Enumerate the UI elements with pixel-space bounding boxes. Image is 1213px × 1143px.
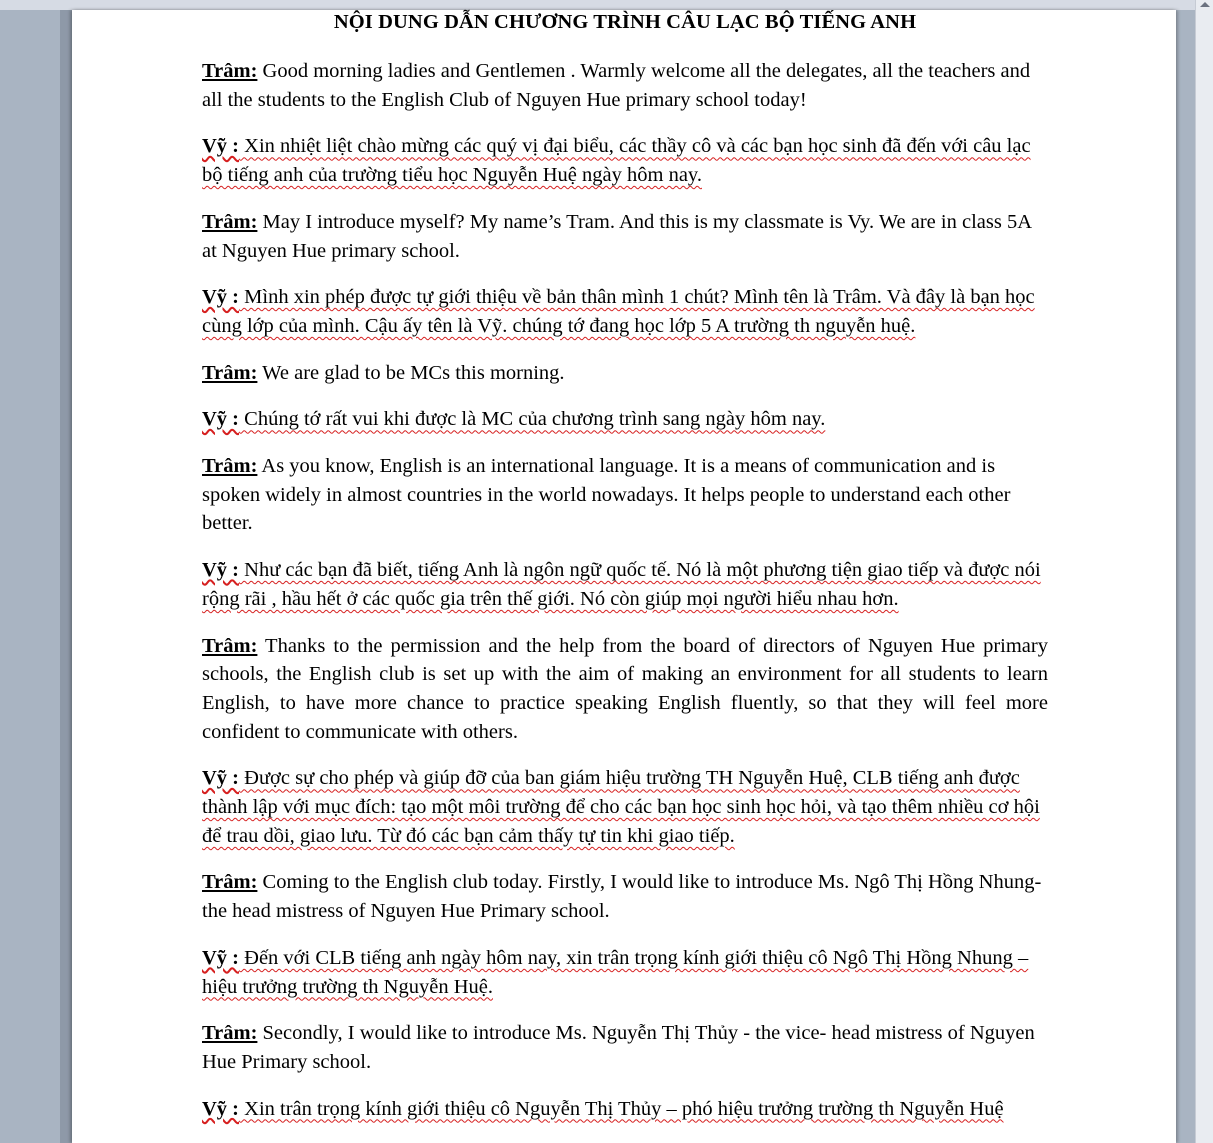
paragraph-text: Good morning ladies and Gentlemen . Warmly welcome all the delegates, all the teachers and all the students to the English Club of Nguyen Hue primary school today!	[202, 60, 1031, 111]
paragraph-text: We are glad to be MCs this morning.	[257, 361, 565, 384]
paragraph-vy[interactable]	[202, 405, 1048, 434]
paragraph-tram[interactable]	[202, 632, 1048, 747]
page-margin-shadow	[60, 10, 72, 1143]
paragraph-tram[interactable]	[202, 452, 1048, 538]
paragraph-vy[interactable]	[202, 1095, 1048, 1124]
vertical-scrollbar[interactable]	[1195, 0, 1213, 1143]
paragraph-text: May I introduce myself? My name’s Tram. And this is my classmate is Vy. We are in class 5A at Nguyen Hue primary school.	[202, 210, 1031, 262]
paragraph-text: Đến với CLB tiếng anh ngày hôm nay, xin trân trọng kính giới thiệu cô Ngô Thị Hồng Nhung – hiệu trưởng trường th Nguyễn Huệ.	[202, 946, 1029, 998]
speaker-label: Trâm:	[202, 634, 258, 657]
paragraph-text: Thanks to the permission and the help from the board of directors of Nguyen Hue primary schools, the English club is set up with the aim of making an environment for all students to learn English, to have more chance to practice speaking English fluently, so that they will feel more confident to communicate with others.	[202, 634, 1048, 743]
speaker-label: Vỹ :	[202, 408, 240, 431]
paragraph-text: Xin trân trọng kính giới thiệu cô Nguyễn Thị Thủy – phó hiệu trưởng trường th Nguyễn Huệ	[239, 1097, 1004, 1120]
paragraph-text: Chúng tớ rất vui khi được là MC của chương trình sang ngày hôm nay.	[239, 408, 826, 431]
paragraph-tram[interactable]	[202, 1019, 1048, 1076]
paragraph-vy[interactable]	[202, 944, 1048, 1001]
speaker-label: Vỹ :	[202, 286, 240, 309]
speaker-label: Vỹ :	[202, 946, 240, 969]
paragraph-text: Được sự cho phép và giúp đỡ của ban giám hiệu trường TH Nguyễn Huệ, CLB tiếng anh được thành lập với mục đích: tạo một môi trường để cho các bạn học sinh học hỏi, và tạo thêm nhiều cơ hội để trau dồi, giao lưu. Từ đó các bạn cảm thấy tự tin khi giao tiếp.	[202, 767, 1040, 847]
speaker-label: Vỹ :	[202, 135, 240, 158]
paragraph-text: Coming to the English club today. Firstly, I would like to introduce Ms. Ngô Thị Hồng Nhung- the head mistress of Nguyen Hue Primary school.	[202, 871, 1042, 923]
paragraph-vy[interactable]	[202, 283, 1048, 340]
speaker-label: Trâm:	[202, 455, 258, 478]
speaker-label: Trâm:	[202, 60, 258, 82]
document-page[interactable]	[72, 10, 1176, 1143]
paragraph-text: Secondly, I would like to introduce Ms. Nguyễn Thị Thủy - the vice- head mistress of Nguyen Hue Primary school.	[202, 1022, 1035, 1073]
speaker-label: Vỹ :	[202, 767, 240, 790]
paragraph-text: Xin nhiệt liệt chào mừng các quý vị đại biểu, các thầy cô và các bạn học sinh đã đến với câu lạc bộ tiếng anh của trường tiểu học Nguyễn Huệ ngày hôm nay.	[202, 135, 1031, 187]
document-title: NỘI DUNG DẪN CHƯƠNG TRÌNH CÂU LẠC BỘ TIẾNG ANH	[333, 11, 917, 33]
paragraph-tram[interactable]	[202, 359, 1048, 388]
speaker-label: Trâm:	[202, 871, 258, 894]
paragraph-vy[interactable]	[202, 556, 1048, 613]
paragraph-text: Mình xin phép được tự giới thiệu về bản thân mình 1 chút? Mình tên là Trâm. Và đây là bạn học cùng lớp của mình. Cậu ấy tên là Vỹ. chúng tớ đang học lớp 5 A trường th nguyễn huệ.	[202, 286, 1035, 337]
paragraph-vy[interactable]	[202, 132, 1048, 189]
scroll-up-arrow-icon[interactable]	[1200, 2, 1210, 7]
paragraph-vy[interactable]	[202, 764, 1048, 850]
paragraph-tram[interactable]	[202, 208, 1048, 265]
speaker-label: Trâm:	[202, 361, 258, 384]
paragraph-tram[interactable]	[202, 868, 1048, 925]
speaker-label: Trâm:	[202, 210, 258, 233]
paragraph-text: As you know, English is an international language. It is a means of communication and is spoken widely in almost countries in the world nowadays. It helps people to understand each other better.	[202, 455, 1011, 535]
paragraph-tram[interactable]	[202, 57, 1048, 114]
speaker-label: Trâm:	[202, 1022, 258, 1045]
speaker-label: Vỹ :	[202, 559, 240, 582]
title-spacing	[202, 34, 1048, 57]
speaker-label: Vỹ :	[202, 1097, 240, 1120]
paragraph-text: Như các bạn đã biết, tiếng Anh là ngôn ngữ quốc tế. Nó là một phương tiện giao tiếp và được nói rộng rãi , hầu hết ở các quốc gia trên thế giới. Nó còn giúp mọi người hiểu nhau hơn.	[202, 559, 1041, 610]
top-ruler-bar	[0, 0, 1213, 10]
document-content[interactable]	[202, 10, 1048, 1141]
